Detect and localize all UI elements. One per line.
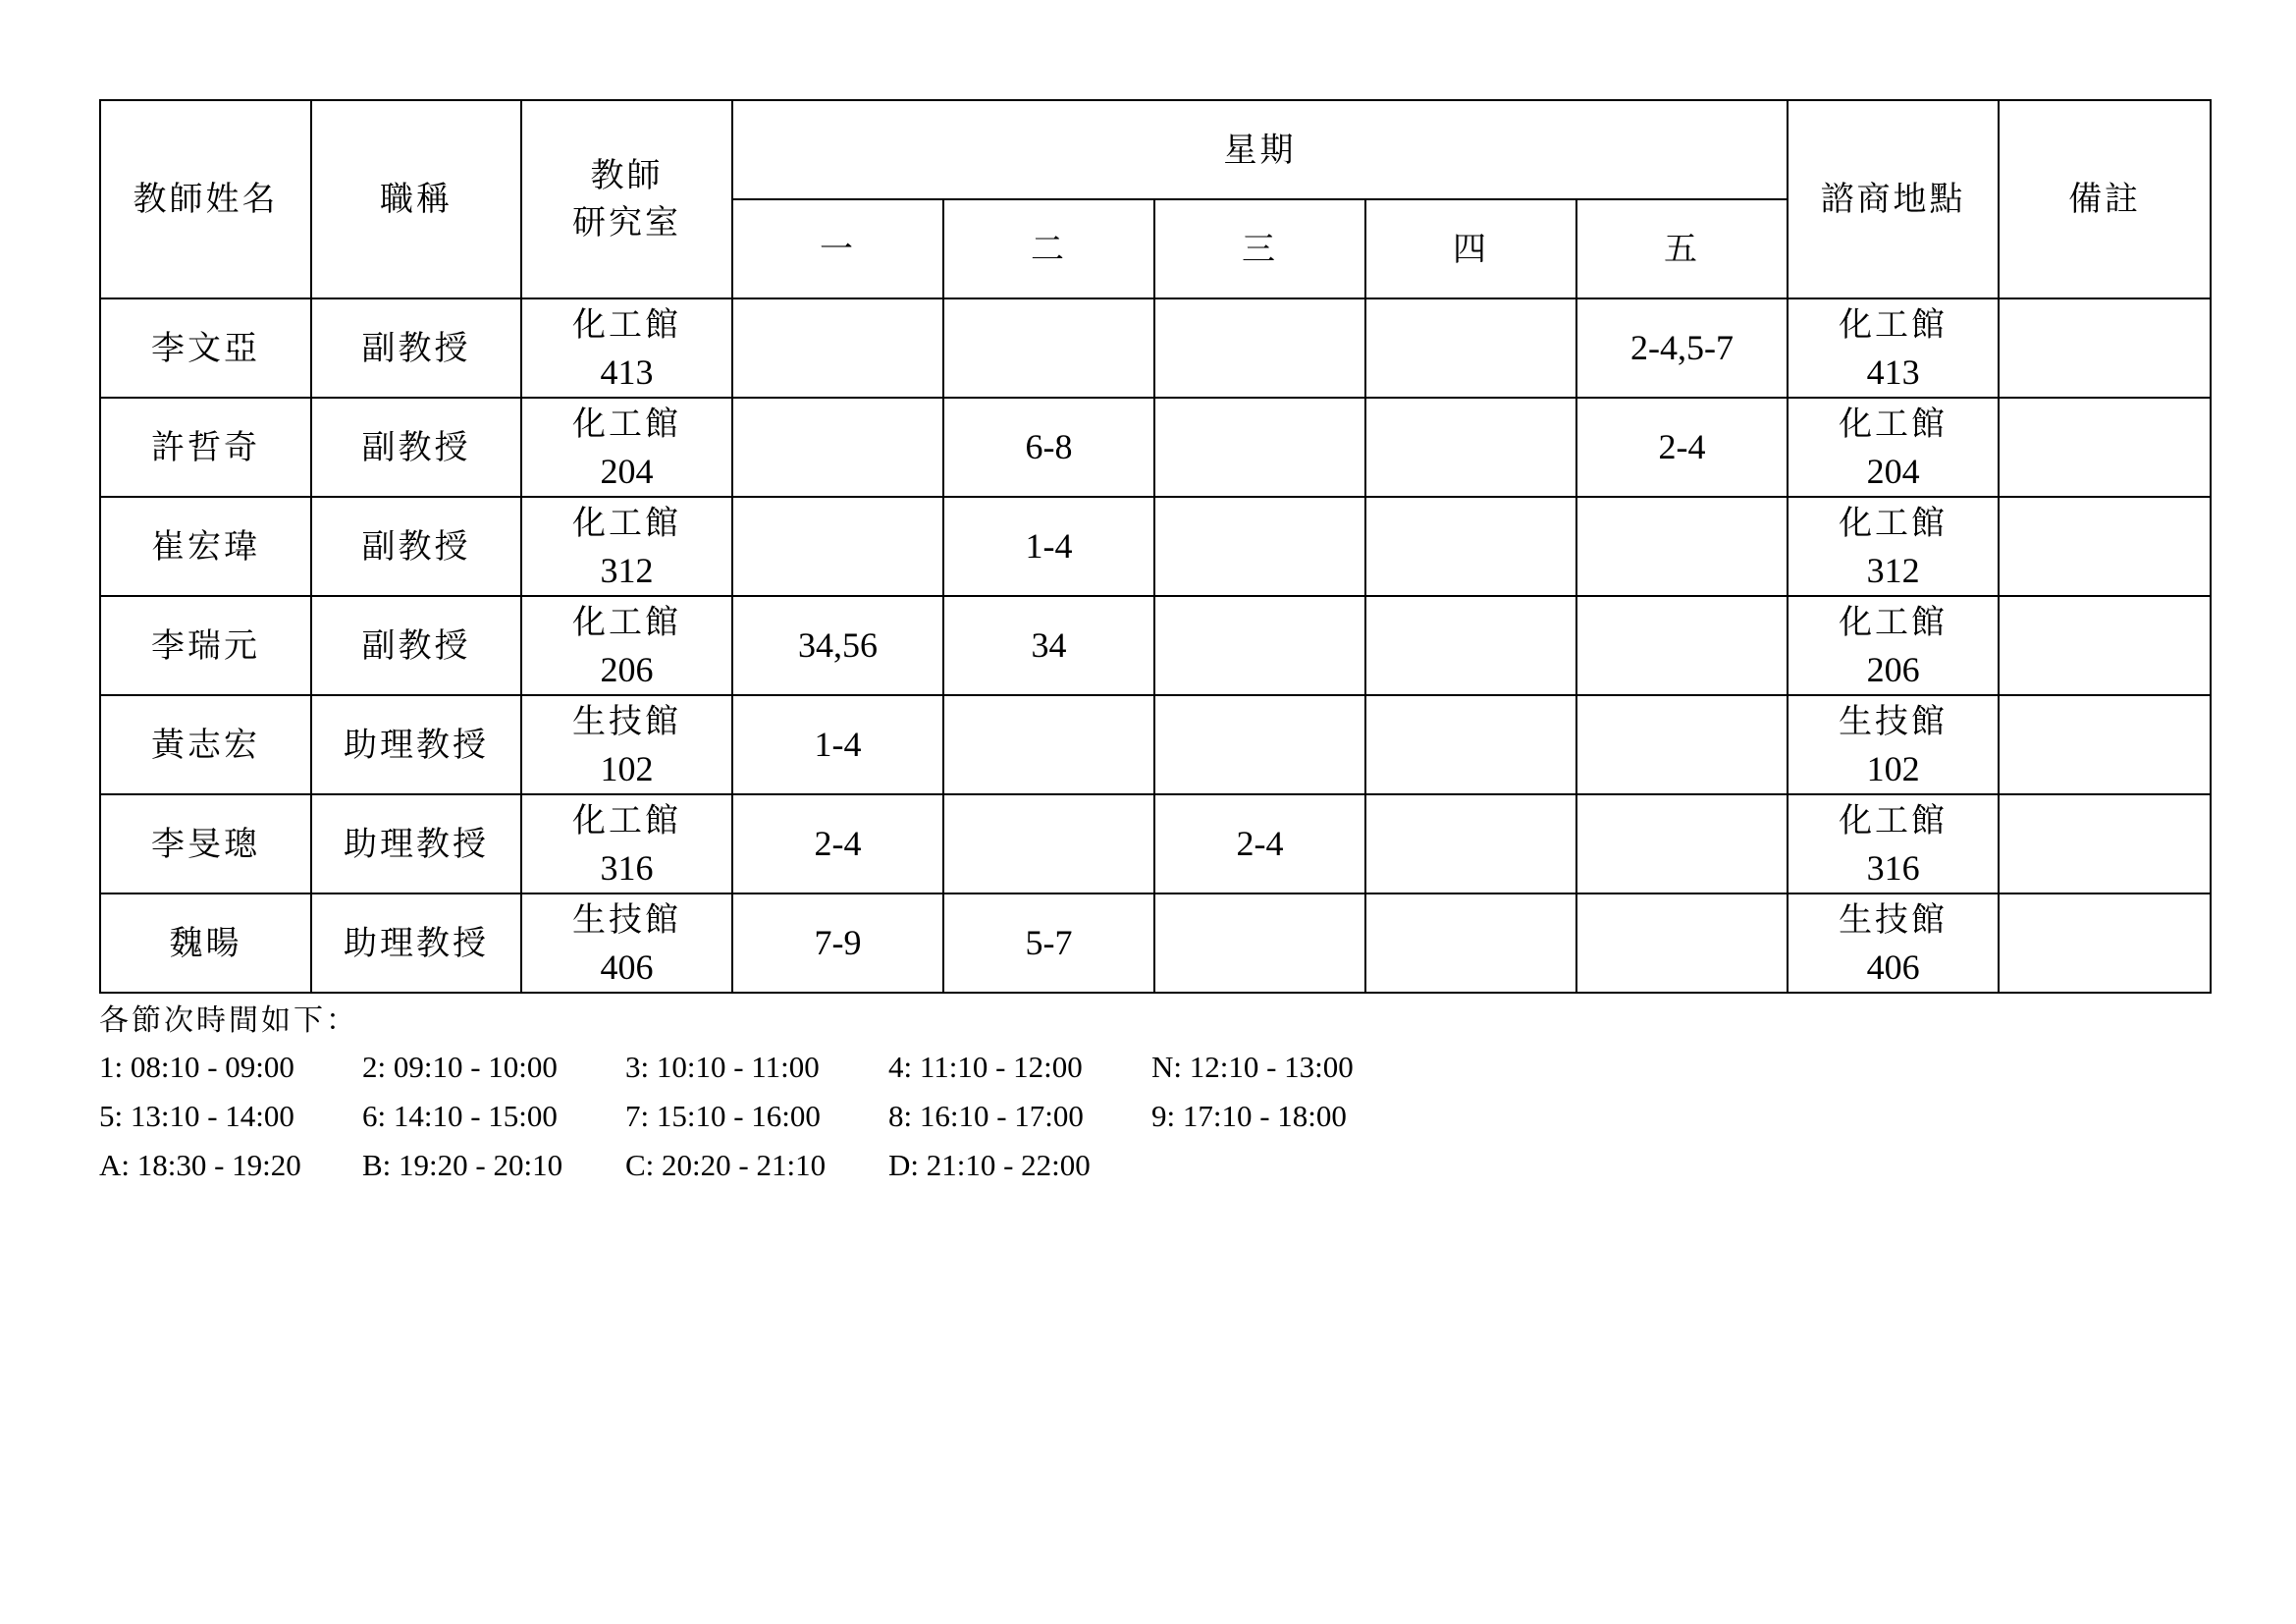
consult-location-cell: [1788, 298, 1999, 398]
day-cell-wed: [1154, 893, 1365, 993]
day-cell-thu: [1365, 398, 1576, 497]
header-job-title: 職稱: [311, 100, 521, 298]
job-title-cell: 助理教授: [311, 893, 521, 993]
period-range: 1-4: [814, 725, 862, 764]
building-name: 生技館: [572, 701, 681, 741]
office-cell: [521, 298, 732, 398]
header-day-wed: 三: [1154, 199, 1365, 298]
day-cell-wed: [1154, 596, 1365, 695]
room-number: 413: [600, 352, 654, 392]
job-title-cell: 副教授: [311, 497, 521, 596]
day-cell-fri: [1576, 398, 1788, 497]
building-name: 化工館: [1839, 602, 1949, 642]
room-number: 102: [1866, 748, 1920, 788]
header-office-line2: 研究室: [572, 203, 681, 243]
period-time: 1: 08:10 - 09:00: [99, 1050, 294, 1084]
remark-cell: [1999, 298, 2211, 398]
office-cell: [521, 695, 732, 794]
consult-location-cell: [1788, 695, 1999, 794]
room-number: 316: [600, 847, 654, 888]
table-row: [100, 398, 2211, 497]
period-range: 6-8: [1025, 427, 1073, 466]
building-name: 化工館: [1839, 404, 1949, 444]
day-cell-tue: [943, 298, 1154, 398]
remark-cell: [1999, 794, 2211, 893]
building-name: 化工館: [1839, 304, 1949, 345]
day-cell-thu: [1365, 695, 1576, 794]
building-name: 化工館: [572, 404, 681, 444]
building-name: 化工館: [572, 602, 681, 642]
day-cell-wed: [1154, 398, 1365, 497]
room-number: 312: [1866, 550, 1920, 590]
header-office: [521, 100, 732, 298]
building-name: 化工館: [1839, 503, 1949, 543]
period-range: 5-7: [1025, 923, 1073, 962]
period-time: D: 21:10 - 22:00: [888, 1148, 1091, 1182]
day-cell-tue: [943, 893, 1154, 993]
day-cell-wed: [1154, 794, 1365, 893]
day-cell-fri: [1576, 596, 1788, 695]
day-cell-tue: [943, 398, 1154, 497]
day-cell-wed: [1154, 497, 1365, 596]
room-number: 406: [600, 947, 654, 987]
teacher-name-cell: 李文亞: [100, 298, 311, 398]
table-row: [100, 794, 2211, 893]
consult-location-cell: [1788, 893, 1999, 993]
teacher-name-cell: 許哲奇: [100, 398, 311, 497]
day-cell-fri: [1576, 893, 1788, 993]
consult-location-cell: [1788, 596, 1999, 695]
consult-location-cell: [1788, 398, 1999, 497]
day-cell-mon: [732, 398, 943, 497]
header-day-mon: 一: [732, 199, 943, 298]
period-range: 2-4: [1658, 427, 1706, 466]
office-cell: [521, 893, 732, 993]
building-name: 化工館: [572, 304, 681, 345]
room-number: 204: [1866, 451, 1920, 491]
period-range: 34,56: [798, 625, 878, 665]
period-time: N: 12:10 - 13:00: [1151, 1050, 1354, 1084]
day-cell-fri: [1576, 695, 1788, 794]
day-cell-mon: [732, 794, 943, 893]
teacher-name-cell: 李旻璁: [100, 794, 311, 893]
period-time: A: 18:30 - 19:20: [99, 1148, 301, 1182]
room-number: 316: [1866, 847, 1920, 888]
consult-location-cell: [1788, 497, 1999, 596]
day-cell-thu: [1365, 794, 1576, 893]
period-range: 7-9: [814, 923, 862, 962]
period-time: 3: 10:10 - 11:00: [625, 1050, 820, 1084]
room-number: 206: [600, 649, 654, 689]
header-office-line1: 教師: [590, 156, 664, 195]
day-cell-mon: [732, 893, 943, 993]
building-name: 生技館: [1839, 899, 1949, 940]
period-time: 9: 17:10 - 18:00: [1151, 1099, 1347, 1133]
remark-cell: [1999, 893, 2211, 993]
header-weekday-group: 星期: [732, 100, 1788, 199]
teacher-name-cell: 黃志宏: [100, 695, 311, 794]
job-title-cell: 助理教授: [311, 695, 521, 794]
table-row: [100, 497, 2211, 596]
header-day-fri: 五: [1576, 199, 1788, 298]
header-row: [100, 100, 2211, 199]
period-row: [99, 1092, 1415, 1141]
teacher-name-cell: 崔宏瑋: [100, 497, 311, 596]
day-cell-tue: [943, 596, 1154, 695]
period-range: 2-4,5-7: [1630, 328, 1735, 367]
building-name: 生技館: [572, 899, 681, 940]
period-row: [99, 1043, 1415, 1092]
office-cell: [521, 596, 732, 695]
day-cell-thu: [1365, 596, 1576, 695]
day-cell-mon: [732, 695, 943, 794]
office-cell: [521, 794, 732, 893]
consult-location-cell: [1788, 794, 1999, 893]
header-day-thu: 四: [1365, 199, 1576, 298]
office-cell: [521, 398, 732, 497]
remark-cell: [1999, 695, 2211, 794]
room-number: 406: [1866, 947, 1920, 987]
remark-cell: [1999, 596, 2211, 695]
table-row: [100, 695, 2211, 794]
day-cell-fri: [1576, 497, 1788, 596]
job-title-cell: 副教授: [311, 596, 521, 695]
period-time: 2: 09:10 - 10:00: [362, 1050, 558, 1084]
period-time: 4: 11:10 - 12:00: [888, 1050, 1083, 1084]
day-cell-tue: [943, 695, 1154, 794]
room-number: 206: [1866, 649, 1920, 689]
remark-cell: [1999, 497, 2211, 596]
day-cell-mon: [732, 596, 943, 695]
room-number: 204: [600, 451, 654, 491]
period-range: 2-4: [814, 824, 862, 863]
period-time: 5: 13:10 - 14:00: [99, 1099, 294, 1133]
building-name: 化工館: [572, 503, 681, 543]
period-range: 34: [1031, 625, 1067, 665]
teacher-name-cell: 李瑞元: [100, 596, 311, 695]
day-cell-fri: [1576, 794, 1788, 893]
table-row: [100, 596, 2211, 695]
day-cell-tue: [943, 497, 1154, 596]
office-cell: [521, 497, 732, 596]
room-number: 102: [600, 748, 654, 788]
period-range: 1-4: [1025, 526, 1073, 566]
job-title-cell: 助理教授: [311, 794, 521, 893]
day-cell-wed: [1154, 695, 1365, 794]
period-time: 7: 15:10 - 16:00: [625, 1099, 821, 1133]
day-cell-wed: [1154, 298, 1365, 398]
remark-cell: [1999, 398, 2211, 497]
period-list: [99, 1043, 1415, 1190]
teacher-name-cell: 魏暘: [100, 893, 311, 993]
period-notes: [99, 1000, 1415, 1190]
table-row: [100, 298, 2211, 398]
room-number: 413: [1866, 352, 1920, 392]
header-remark: 備註: [1999, 100, 2211, 298]
day-cell-thu: [1365, 893, 1576, 993]
period-range: 2-4: [1236, 824, 1284, 863]
period-time: B: 19:20 - 20:10: [362, 1148, 563, 1182]
day-cell-tue: [943, 794, 1154, 893]
building-name: 化工館: [1839, 800, 1949, 840]
room-number: 312: [600, 550, 654, 590]
notes-title: 各節次時間如下：: [99, 1003, 358, 1038]
header-teacher-name: 教師姓名: [100, 100, 311, 298]
office-hours-table: [99, 99, 2212, 994]
building-name: 化工館: [572, 800, 681, 840]
job-title-cell: 副教授: [311, 298, 521, 398]
day-cell-fri: [1576, 298, 1788, 398]
day-cell-mon: [732, 497, 943, 596]
table-row: [100, 893, 2211, 993]
building-name: 生技館: [1839, 701, 1949, 741]
header-day-tue: 二: [943, 199, 1154, 298]
job-title-cell: 副教授: [311, 398, 521, 497]
period-time: 8: 16:10 - 17:00: [888, 1099, 1084, 1133]
period-time: C: 20:20 - 21:10: [625, 1148, 827, 1182]
period-time: 6: 14:10 - 15:00: [362, 1099, 558, 1133]
period-row: [99, 1141, 1415, 1190]
day-cell-thu: [1365, 298, 1576, 398]
day-cell-thu: [1365, 497, 1576, 596]
day-cell-mon: [732, 298, 943, 398]
header-consult-location: 諮商地點: [1788, 100, 1999, 298]
